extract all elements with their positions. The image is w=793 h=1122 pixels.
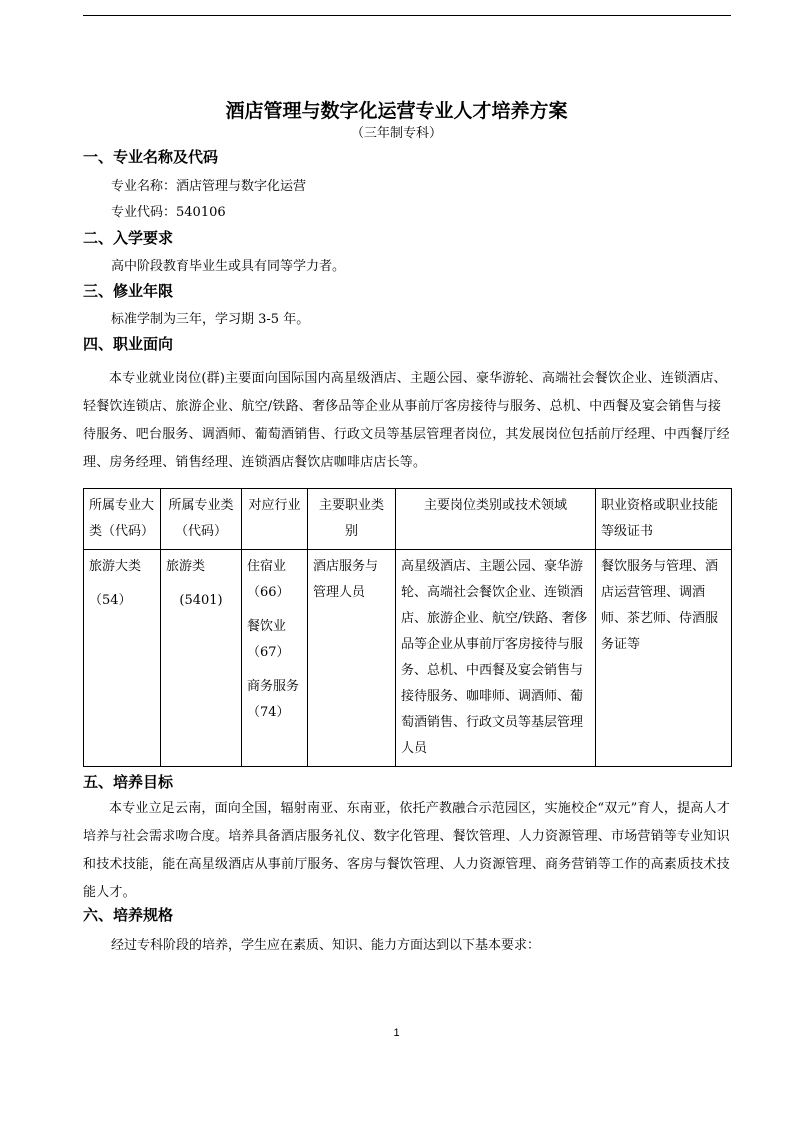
table-row [84, 550, 732, 767]
major-name-line: 专业名称：酒店管理与数字化运营 [111, 179, 307, 194]
admission-text: 高中阶段教育毕业生或具有同等学力者。 [111, 259, 346, 274]
specifications-text: 经过专科阶段的培养，学生应在素质、知识、能力方面达到以下基本要求： [111, 938, 541, 953]
header-major-category: 所属专业大类（代码） [84, 489, 161, 550]
header-industry: 对应行业 [242, 489, 308, 550]
document-subtitle: （三年制专科） [350, 126, 442, 141]
header-occupation: 主要职业类别 [308, 489, 396, 550]
cell-industry [242, 550, 308, 767]
industry-catering: 餐饮业（67） [247, 619, 290, 660]
major-class-name: 旅游类 [166, 559, 206, 574]
major-category-code: （54） [89, 593, 132, 608]
major-class-code: (5401) [179, 593, 223, 608]
major-code-line: 专业代码：540106 [111, 205, 226, 220]
industry-accommodation: 住宿业（66） [247, 559, 290, 600]
objectives-text: 本专业立足云南，面向全国，辐射南亚、东南亚，依托产教融合示范园区，实施校企“双元”育人，提高人才培养与社会需求吻合度。培养具备酒店服务礼仪、数字化管理、餐饮管理、人力资源管理、市场营销等专业知识和技术技能，能在高星级酒店从事前厅服务、客房与餐饮管理、人力资源管理、商务营销等工作的高素质技术技能人才。 [83, 801, 730, 900]
header-rule [83, 15, 731, 16]
page-number: 1 [393, 1027, 400, 1039]
cell-major-category [84, 550, 161, 767]
table-header-row [84, 489, 732, 550]
career-paragraph [83, 365, 733, 477]
section-heading-admission: 二、入学要求 [83, 229, 174, 247]
duration-text: 标准学制为三年，学习期 3-5 年。 [111, 312, 310, 327]
header-positions: 主要岗位类别或技术领域 [396, 489, 596, 550]
header-major-class: 所属专业类（代码） [161, 489, 242, 550]
document-title: 酒店管理与数字化运营专业人才培养方案 [225, 100, 568, 122]
section-heading-duration: 三、修业年限 [83, 282, 174, 300]
cell-occupation: 酒店服务与管理人员 [308, 550, 396, 767]
section-heading-objectives: 五、培养目标 [83, 773, 174, 791]
cell-positions: 高星级酒店、主题公园、豪华游轮、高端社会餐饮企业、连锁酒店、旅游企业、航空/铁路、奢侈品等企业从事前厅客房接待与服务、总机、中西餐及宴会销售与接待服务、咖啡师、调酒师、葡萄酒销售、行政文员等基层管理人员 [396, 550, 596, 767]
section-heading-specifications: 六、培养规格 [83, 906, 174, 924]
cell-certificates: 餐饮服务与管理、酒店运营管理、调酒师、茶艺师、侍酒服务证等 [596, 550, 732, 767]
section-heading-major-name: 一、专业名称及代码 [83, 148, 219, 166]
career-table [83, 488, 732, 767]
objectives-paragraph [83, 795, 733, 907]
section-heading-career: 四、职业面向 [83, 335, 174, 353]
industry-business: 商务服务（74） [247, 679, 300, 720]
major-category-name: 旅游大类 [89, 559, 142, 574]
cell-major-class [161, 550, 242, 767]
career-text: 本专业就业岗位(群)主要面向国际国内高星级酒店、主题公园、豪华游轮、高端社会餐饮企业、连锁酒店、轻餐饮连锁店、旅游企业、航空/铁路、奢侈品等企业从事前厅客房接待与服务、总机、中西餐及宴会销售与接待服务、吧台服务、调酒师、葡萄酒销售、行政文员等基层管理者岗位，其发展岗位包括前厅经理、中西餐厅经理、房务经理、销售经理、连锁酒店餐饮店咖啡店店长等。 [83, 371, 730, 470]
header-certificates: 职业资格或职业技能等级证书 [596, 489, 732, 550]
